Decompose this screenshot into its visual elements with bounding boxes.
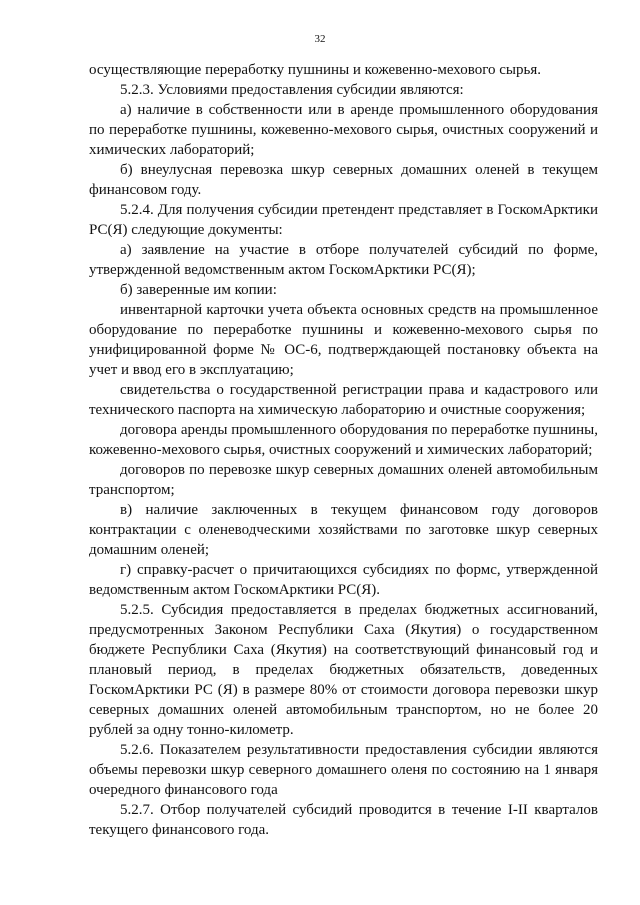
- paragraph: 5.2.4. Для получения субсидии претендент представляет в ГоскомАрктики РС(Я) следующие документы:: [89, 202, 598, 238]
- paragraph: 5.2.7. Отбор получателей субсидий проводится в течение I-II кварталов текущего финансового года.: [89, 802, 598, 838]
- page-number: 32: [314, 33, 326, 45]
- paragraph: б) заверенные им копии:: [120, 282, 277, 298]
- paragraph: 5.2.3. Условиями предоставления субсидии являются:: [120, 82, 464, 98]
- paragraph: осуществляющие переработку пушнины и кожевенно-мехового сырья.: [89, 62, 541, 78]
- paragraph: 5.2.5. Субсидия предоставляется в пределах бюджетных ассигнований, предусмотренных Законом Республики Саха (Якутия) о государственном бюджете Республики Саха (Якутия) на соответствующий финансовый год и плановый период, в пределах бюджетных обязательств, доведенных ГоскомАрктики РС (Я) в размере 80% от стоимости договора перевозки шкур северных домашних оленей автомобильным транспортом, но не более 20 рублей за одну тонно-километр.: [89, 602, 598, 738]
- paragraph: инвентарной карточки учета объекта основных средств на промышленное оборудование по переработке пушнины и кожевенно-мехового сырья по унифицированной форме № ОС-6, подтверждающей постановку объекта на учет и ввод его в эксплуатацию;: [89, 302, 598, 378]
- paragraph: 5.2.6. Показателем результативности предоставления субсидии являются объемы перевозки шкур северного домашнего оленя по состоянию на 1 января очередного финансового года: [89, 742, 598, 798]
- document-body: [89, 60, 598, 840]
- paragraph: договоров по перевозке шкур северных домашних оленей автомобильным транспортом;: [89, 462, 598, 498]
- paragraph: свидетельства о государственной регистрации права и кадастрового или технического паспорта на химическую лабораторию и очистные сооружения;: [89, 382, 598, 418]
- paragraph: а) заявление на участие в отборе получателей субсидий по форме, утвержденной ведомственным актом ГоскомАрктики РС(Я);: [89, 242, 598, 278]
- paragraph: г) справку-расчет о причитающихся субсидиях по формс, утвержденной ведомственным актом ГоскомАрктики РС(Я).: [89, 562, 598, 598]
- paragraph: б) внеулусная перевозка шкур северных домашних оленей в текущем финансовом году.: [89, 162, 598, 198]
- paragraph: договора аренды промышленного оборудования по переработке пушнины, кожевенно-мехового сырья, очистных сооружений и химических лабораторий;: [89, 422, 598, 458]
- paragraph: в) наличие заключенных в текущем финансовом году договоров контрактации с оленеводческими хозяйствами по заготовке шкур северных домашним оленей;: [89, 502, 598, 558]
- paragraph: а) наличие в собственности или в аренде промышленного оборудования по переработке пушнины, кожевенно-мехового сырья, очистных сооружений и химических лабораторий;: [89, 102, 598, 158]
